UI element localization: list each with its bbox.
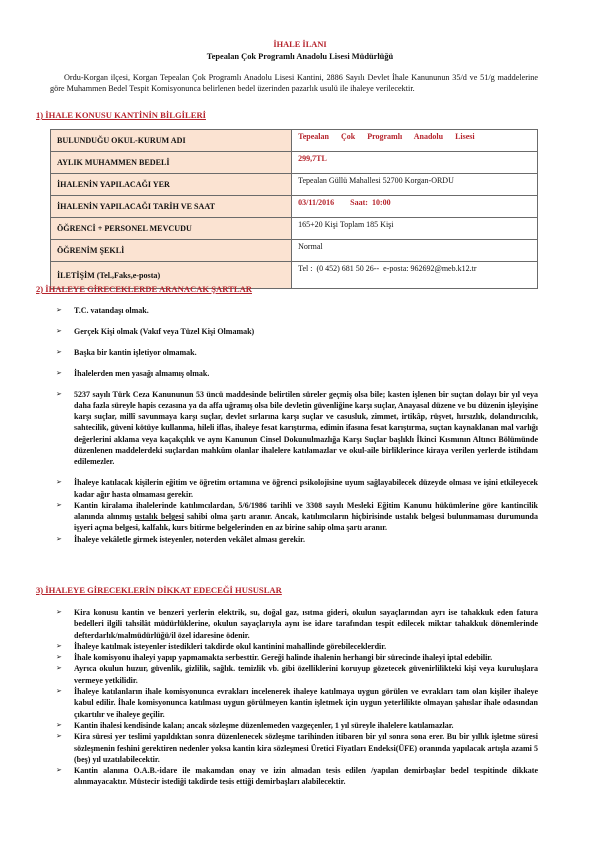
table-row <box>51 152 538 174</box>
section-2-heading: 2) İHALEYE GİRECEKLERDE ARANACAK ŞARTLAR <box>36 284 253 294</box>
list-item <box>56 652 538 663</box>
list-item <box>56 663 538 686</box>
item-text: İhaleye vekâletle girmek isteyenler, noterden vekâlet alması gerekir. <box>74 534 305 544</box>
list-item <box>56 641 538 652</box>
table-row <box>51 240 538 262</box>
row-value: 299,7TL <box>292 152 538 174</box>
arrow-bullet-icon: ➢ <box>56 326 62 335</box>
intro-paragraph: Ordu-Korgan ilçesi, Korgan Tepealan Çok Programlı Anadolu Lisesi Kantini, 2886 Sayılı Devlet İhale Kanununun 35/d ve 51/g maddelerine göre Muhammen Bedel Tespit Komisyonunca belirlenen bedel üzerinden pazarlık usulü ile ihaleye verilecektir. <box>50 73 538 93</box>
table-row <box>51 130 538 152</box>
item-text: sahibi olma şartı aranır. Ancak, katılımcıların hiçbirisinde ustalık belgesi bulunmaması durumunda işyeri açma belgesi, kalfalık, kurs bitirme belgelerinden en az birine sahip olma şartı aranır. <box>74 512 538 533</box>
row-value: Tepealan Güllü Mahallesi 52700 Korgan-ORDU <box>292 174 538 196</box>
item-text: Başka bir kantin işletiyor olmamak. <box>74 347 197 357</box>
item-text: Kira süresi yer teslimi yapıldıktan sonra düzenlenecek sözleşme tarihinden itibaren bir yıl sonra sona erer. Bu bir yıllık işletme süresi sözleşmenin feshini gerektiren nedenler yoksa kantin kira sözleşmesi Üretici Fiyatları Endeksi(ÜFE) oranında yapılacak artışla azami 5 (beş) yıl uzatılabilecektir. <box>74 732 538 764</box>
canteen-info-table <box>50 129 538 289</box>
list-item <box>56 607 538 641</box>
item-text: İhaleye katılacak kişilerin eğitim ve öğretim ortamına ve öğrenci psikolojisine uyum sağlayabilecek düzeyde olması ve işini etkileyecek kadar ağır hasta olmaması gerekir. <box>74 478 538 499</box>
arrow-bullet-icon: ➢ <box>56 500 62 509</box>
list-item <box>56 731 538 765</box>
arrow-bullet-icon: ➢ <box>56 653 62 662</box>
arrow-bullet-icon: ➢ <box>56 766 62 775</box>
arrow-bullet-icon: ➢ <box>56 664 62 673</box>
row-label: İLETİŞİM (Tel.,Faks,e-posta) <box>51 262 292 289</box>
list-item <box>56 500 538 534</box>
row-value: 165+20 Kişi Toplam 185 Kişi <box>292 218 538 240</box>
row-label: ÖĞRENCİ + PERSONEL MEVCUDU <box>51 218 292 240</box>
considerations-list <box>56 607 538 788</box>
list-item <box>56 477 538 500</box>
table-row <box>51 196 538 218</box>
arrow-bullet-icon: ➢ <box>56 306 62 314</box>
list-item <box>56 720 538 731</box>
item-text: T.C. vatandaşı olmak. <box>74 306 149 315</box>
section-3-heading: 3) İHALEYE GİRECEKLERİN DİKKAT EDECEĞİ HUSUSLAR <box>36 585 282 595</box>
item-text: 5237 sayılı Türk Ceza Kanununun 53 üncü maddesinde belirtilen süreler geçmiş olsa bile; kasten işlenen bir suçtan dolayı bir yıl veya daha fazla süreyle hapis cezasına ya da affa uğramış olsa bile devletin güvenliğine karşı suçlar, Anayasal düzene ve bu düzenin işleyişine karşı suçlar, millî savunmaya karşı suçlar, devlet sırlarına karşı suçlar ve casusluk, zimmet, irtikâp, rüşvet, hırsızlık, dolandırıcılık, sahtecilik, güveni kötüye kullanma, hileli iflas, ihaleye fesat karıştırma, edimin ifasına fesat karıştırma, suçtan kaynaklanan mal varlığı değerlerini aklama veya kaçakçılık ve aynı Kanunun Cinsel Dokunulmazlığa Karşı Suçlar başlıklı İkinci Kısmının Altıncı Bölümünde düzenlenen maddelerdeki suçlardan mahkûm olanlar ihalelere katılamazlar ve okul-aile birliklerince kiraya verilen yerlerde istihdam edilemezler. <box>74 389 538 467</box>
arrow-bullet-icon: ➢ <box>56 347 62 356</box>
list-item <box>56 326 538 337</box>
row-label: AYLIK MUHAMMEN BEDELİ <box>51 152 292 174</box>
row-label: ÖĞRENİM ŞEKLİ <box>51 240 292 262</box>
underlined-term: ustalık belgesi <box>134 512 185 522</box>
item-text: Kantin kiralama ihalelerinde katılımcılardan, 5/6/1986 tarihli ve 3308 sayılı Mesleki Eğitim Kanunu hükümlerine göre kantincilik alanında alınmış <box>74 500 538 522</box>
row-value: Tepealan Çok Programlı Anadolu Lisesi <box>292 130 538 152</box>
list-item <box>56 686 538 720</box>
item-text: Kantin ihalesi kendisinde kalan; ancak sözleşme düzenlemeden vazgeçenler, 1 yıl süreyle ihalelere katılamazlar. <box>74 720 454 730</box>
document-subtitle: Tepealan Çok Programlı Anadolu Lisesi Müdürlüğü <box>206 52 394 61</box>
table-row <box>51 218 538 240</box>
list-item <box>56 389 538 468</box>
arrow-bullet-icon: ➢ <box>56 389 62 398</box>
section-1-heading: 1) İHALE KONUSU KANTİNİN BİLGİLERİ <box>36 110 206 120</box>
row-value: 03/11/2016 Saat: 10:00 <box>292 196 538 218</box>
row-label: BULUNDUĞU OKUL-KURUM ADI <box>51 130 292 152</box>
item-text: İhaleye katılmak isteyenler istedikleri takdirde okul kantinini mahallinde görebileceklerdir. <box>74 641 387 651</box>
list-item <box>56 305 538 316</box>
list-item <box>56 765 538 788</box>
item-text: Gerçek Kişi olmak (Vakıf veya Tüzel Kişi Olmamak) <box>74 326 255 336</box>
arrow-bullet-icon: ➢ <box>56 534 62 543</box>
item-text: Ayrıca okulun huzur, güvenlik, gizlilik, sağlık. temizlik vb. gibi özelliklerini koruyup gözetecek güvenirlilikteki kişi veya kuruluşlara vermeye yetkilidir. <box>74 664 538 685</box>
list-item <box>56 368 538 379</box>
arrow-bullet-icon: ➢ <box>56 720 62 729</box>
item-text: İhaleye katılanların ihale komisyonunca evrakları incelenerek ihaleye katılmaya uygun görülen ve evrakları tam olan kişiler ihaleye kabul edilir. İhale komisyonunca katılması uygun görülmeyen kantin işletmek için uygun yeterlilikte olmayan şahıslar ihale odasından çıkartılır ve ihaleye geçilir. <box>74 687 538 719</box>
row-label: İHALENİN YAPILACAĞI TARİH VE SAAT <box>51 196 292 218</box>
arrow-bullet-icon: ➢ <box>56 368 62 377</box>
arrow-bullet-icon: ➢ <box>56 608 62 616</box>
arrow-bullet-icon: ➢ <box>56 732 62 741</box>
item-text: Kantin alanına O.A.B.-idare ile makamdan onay ve izin almadan tesis edilen /yapılan demirbaşlar bedel tespitinde dikkate alınmayacaktır. Müstecir istediği takdirde tesis ettiği demirbaşları alabilecektir. <box>74 766 538 787</box>
row-label: İHALENİN YAPILACAĞI YER <box>51 174 292 196</box>
requirements-list <box>56 305 538 545</box>
row-value: Normal <box>292 240 538 262</box>
list-item <box>56 347 538 358</box>
arrow-bullet-icon: ➢ <box>56 478 62 487</box>
item-text: Kira konusu kantin ve benzeri yerlerin elektrik, su, doğal gaz, ısıtma gideri, okulun sayaçlarından ayrı ise tahakkuk eden fatura bedelleri ilgili tahsilât müdürlüklerine, okulun sayaçlarıyla aynı ise idare tarafından tespit edilecek miktar tahakkuk dönemlerinde defterdarlık/malmüdürlüğü/il özel idaresine ödenir. <box>74 608 538 640</box>
list-item <box>56 534 538 545</box>
item-text: İhale komisyonu ihaleyi yapıp yapmamakta serbesttir. Gereği halinde ihalenin herhangi bir sürecinde ihaleyi iptal edebilir. <box>74 653 493 663</box>
item-text: İhalelerden men yasağı almamış olmak. <box>74 368 210 378</box>
arrow-bullet-icon: ➢ <box>56 641 62 650</box>
arrow-bullet-icon: ➢ <box>56 687 62 696</box>
document-title: İHALE İLANI <box>273 40 327 49</box>
table-row <box>51 174 538 196</box>
row-value: Tel : (0 452) 681 50 26-- e-posta: 962692@meb.k12.tr <box>292 262 538 289</box>
